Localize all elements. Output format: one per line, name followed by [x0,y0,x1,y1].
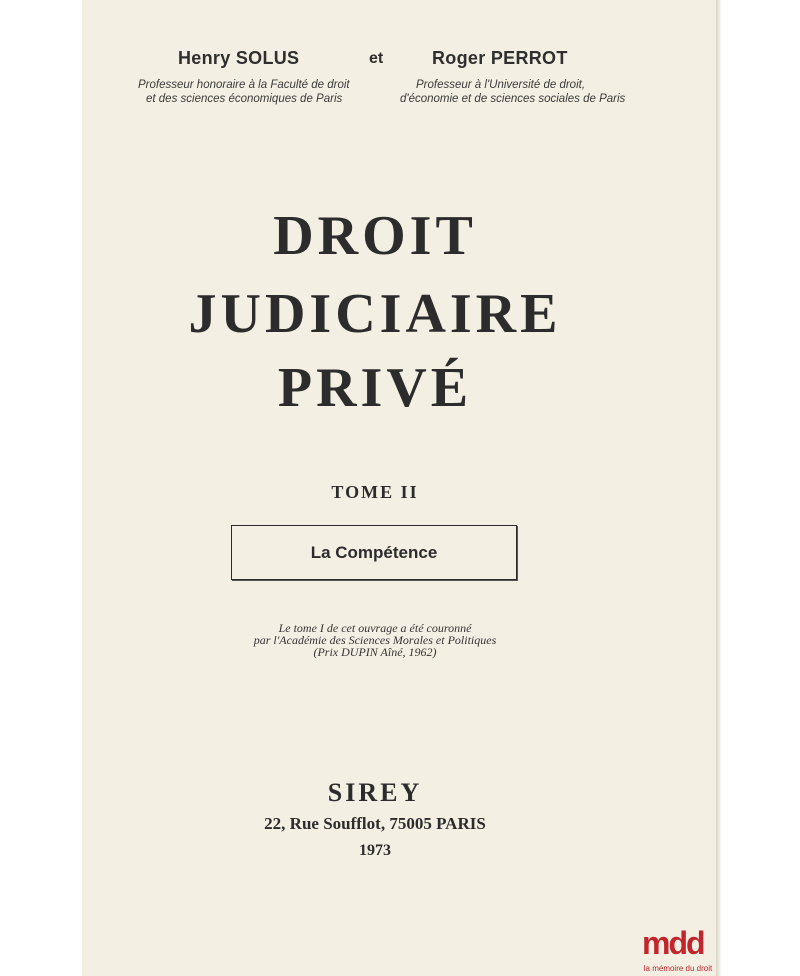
author-1-affiliation [138,78,350,106]
author-2-first-name: Roger [432,48,486,68]
subject-label: La Compétence [310,542,438,562]
title-line-1: DROIT [273,205,477,267]
award-note-line3: (Prix DUPIN Aîné, 1962) [313,645,437,659]
author-1-affiliation-line2: et des sciences économiques de Paris [146,93,343,105]
author-2-affiliation-line2: d'économie et de sciences sociales de Paris [400,93,626,105]
author-2-last-name: PERROT [490,48,568,68]
publication-year: 1973 [359,842,391,859]
author-2-affiliation [400,78,625,106]
award-note-line2: par l'Académie des Sciences Morales et Politiques [253,633,497,647]
mdd-logo [636,925,716,976]
author-2-affiliation-line1: Professeur à l'Université de droit, [416,79,586,91]
publisher-name: SIREY [327,778,423,807]
logo-mark: mdd [642,925,704,961]
author-1-affiliation-line1: Professeur honoraire à la Faculté de droit [138,79,350,91]
author-1-first-name: Henry [178,48,231,68]
author-1-last-name: SOLUS [235,48,300,68]
logo-caption: la mémoire du droit [643,964,713,973]
subject-box [231,525,517,580]
author-1-name [178,48,299,69]
publisher-address: 22, Rue Soufflot, 75005 PARIS [264,814,486,833]
author-2-name [432,48,568,69]
title-line-2: JUDICIAIRE [188,283,562,345]
author-connector: et [369,50,384,67]
title-line-3: PRIVÉ [277,357,473,419]
award-note-line1: Le tome I de cet ouvrage a été couronné [278,621,472,635]
tome-label: TOME II [331,482,419,502]
